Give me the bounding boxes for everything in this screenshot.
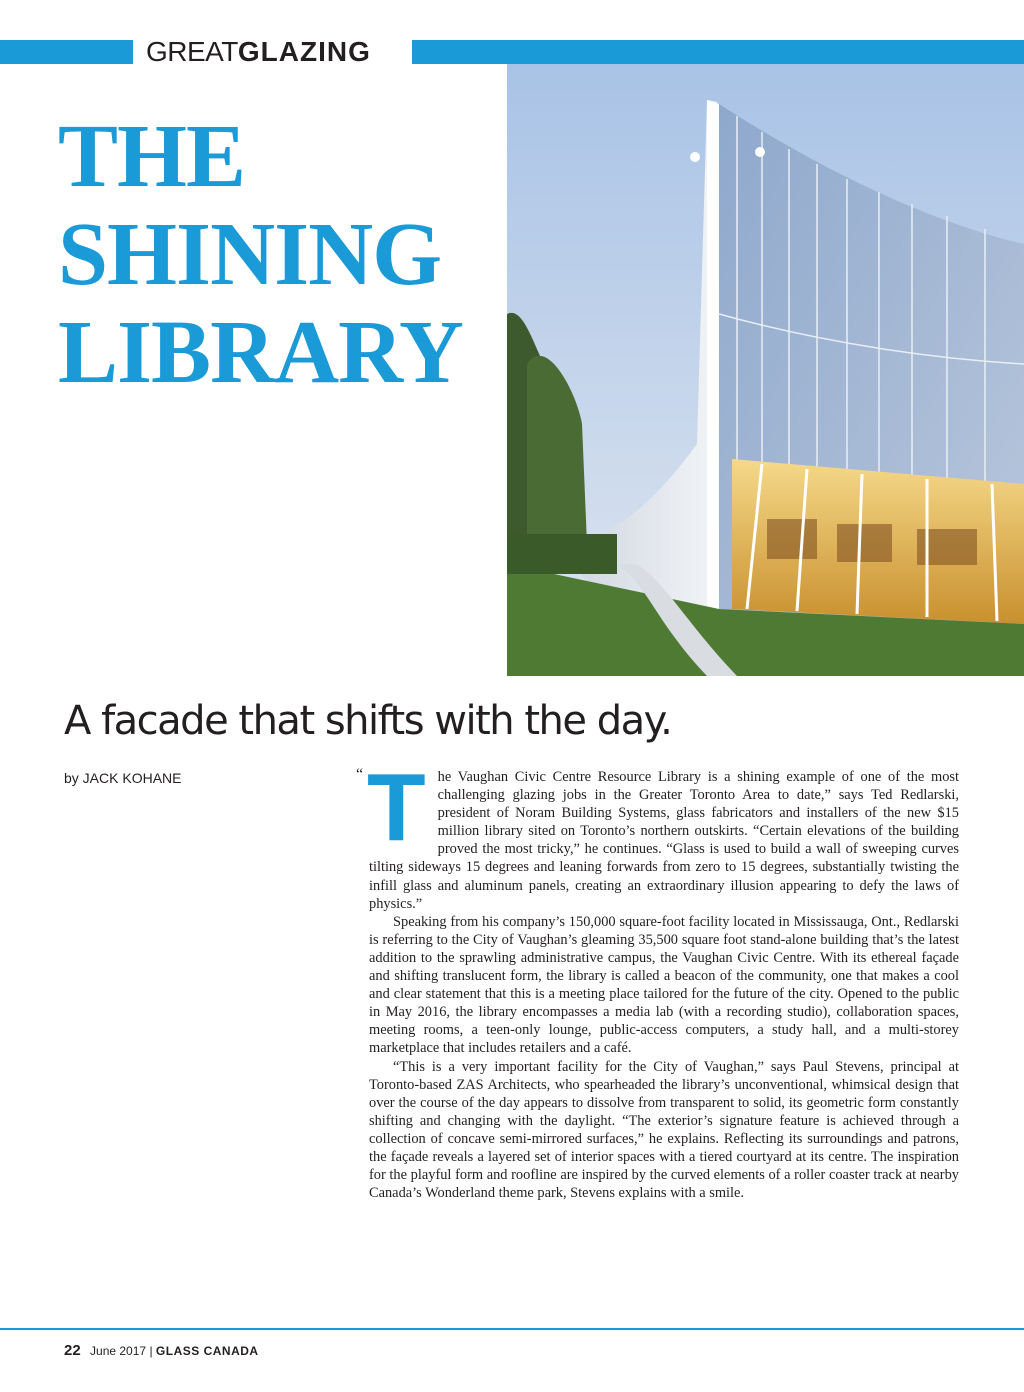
headline-line-3: LIBRARY <box>58 303 463 402</box>
article-body <box>367 754 959 1202</box>
byline: by JACK KOHANE <box>64 770 182 786</box>
headline-line-1: THE <box>58 107 246 206</box>
article-paragraph-1-text: he Vaughan Civic Centre Resource Library is a shining example of one of the most challenging glazing jobs in the Greater Toronto Area to date,” says Ted Redlarski, president of Noram Building Systems, glass fabricators and installers of the new $15 million library sited on Toronto’s northern outskirts. “Certain elevations of the building proved the most tricky,” he continues. “Glass is used to build a wall of sweeping curves tilting sideways 15 degrees and leaning forwards from zero to 15 degrees, substantially twisting the infill glass and aluminum panels, creating an extraordinary illusion appearing to defy the laws of physics.” <box>369 769 959 912</box>
section-bar-left <box>0 40 133 64</box>
article-paragraph-3: “This is a very important facility for the City of Vaughan,” says Paul Stevens, principal at Toronto-based ZAS Architects, who spearheaded the library’s unconventional, whimsical design that over the course of the day appears to dissolve from transparent to solid, its geometric form constantly shifting and changing with the daylight. “The exterior’s signature feature is achieved through a collection of concave semi-mirrored surfaces,” he explains. Reflecting its surroundings and patrons, the façade reveals a layered set of interior spaces with a tiered courtyard at its centre. The inspiration for the playful form and roofline are inspired by the curved elements of a roller coaster track at nearby Canada’s Wonderland theme park, Stevens explains with a smile. <box>369 1058 959 1202</box>
library-facade-photo <box>507 64 1024 676</box>
drop-cap: T <box>367 754 426 861</box>
page-number: 22 <box>64 1342 81 1359</box>
section-bar-right <box>412 40 1024 64</box>
article-deck: A facade that shifts with the day. <box>64 698 672 744</box>
footer <box>64 1342 259 1359</box>
issue-date: June 2017 <box>90 1344 147 1358</box>
open-quote: “ <box>356 766 364 783</box>
footer-rule <box>0 1328 1024 1330</box>
headline-line-2: SHINING <box>58 205 442 304</box>
section-label-light: GREAT <box>146 36 238 67</box>
article-paragraph-1 <box>367 754 959 913</box>
footer-separator: | <box>149 1344 153 1358</box>
section-label-bold: GLAZING <box>237 36 371 67</box>
headline <box>58 108 508 402</box>
section-label <box>146 34 371 70</box>
magazine-name: GLASS CANADA <box>155 1344 259 1358</box>
article-paragraph-2: Speaking from his company’s 150,000 square-foot facility located in Mississauga, Ont., Redlarski is referring to the City of Vaughan’s gleaming 35,500 square foot stand-alone building that’s the latest addition to the sprawling administrative campus, the Vaughan Civic Centre. With its ethereal façade and shifting translucent form, the library is called a beacon of the community, one that makes a cool and clear statement that this is a meeting place tailored for the future of the city. Opened to the public in May 2016, the library encompasses a media lab (with a recording studio), collaboration spaces, meeting rooms, a teen-only lounge, public-access computers, a study hall, and a multi-storey marketplace that includes retailers and a café. <box>369 913 959 1057</box>
